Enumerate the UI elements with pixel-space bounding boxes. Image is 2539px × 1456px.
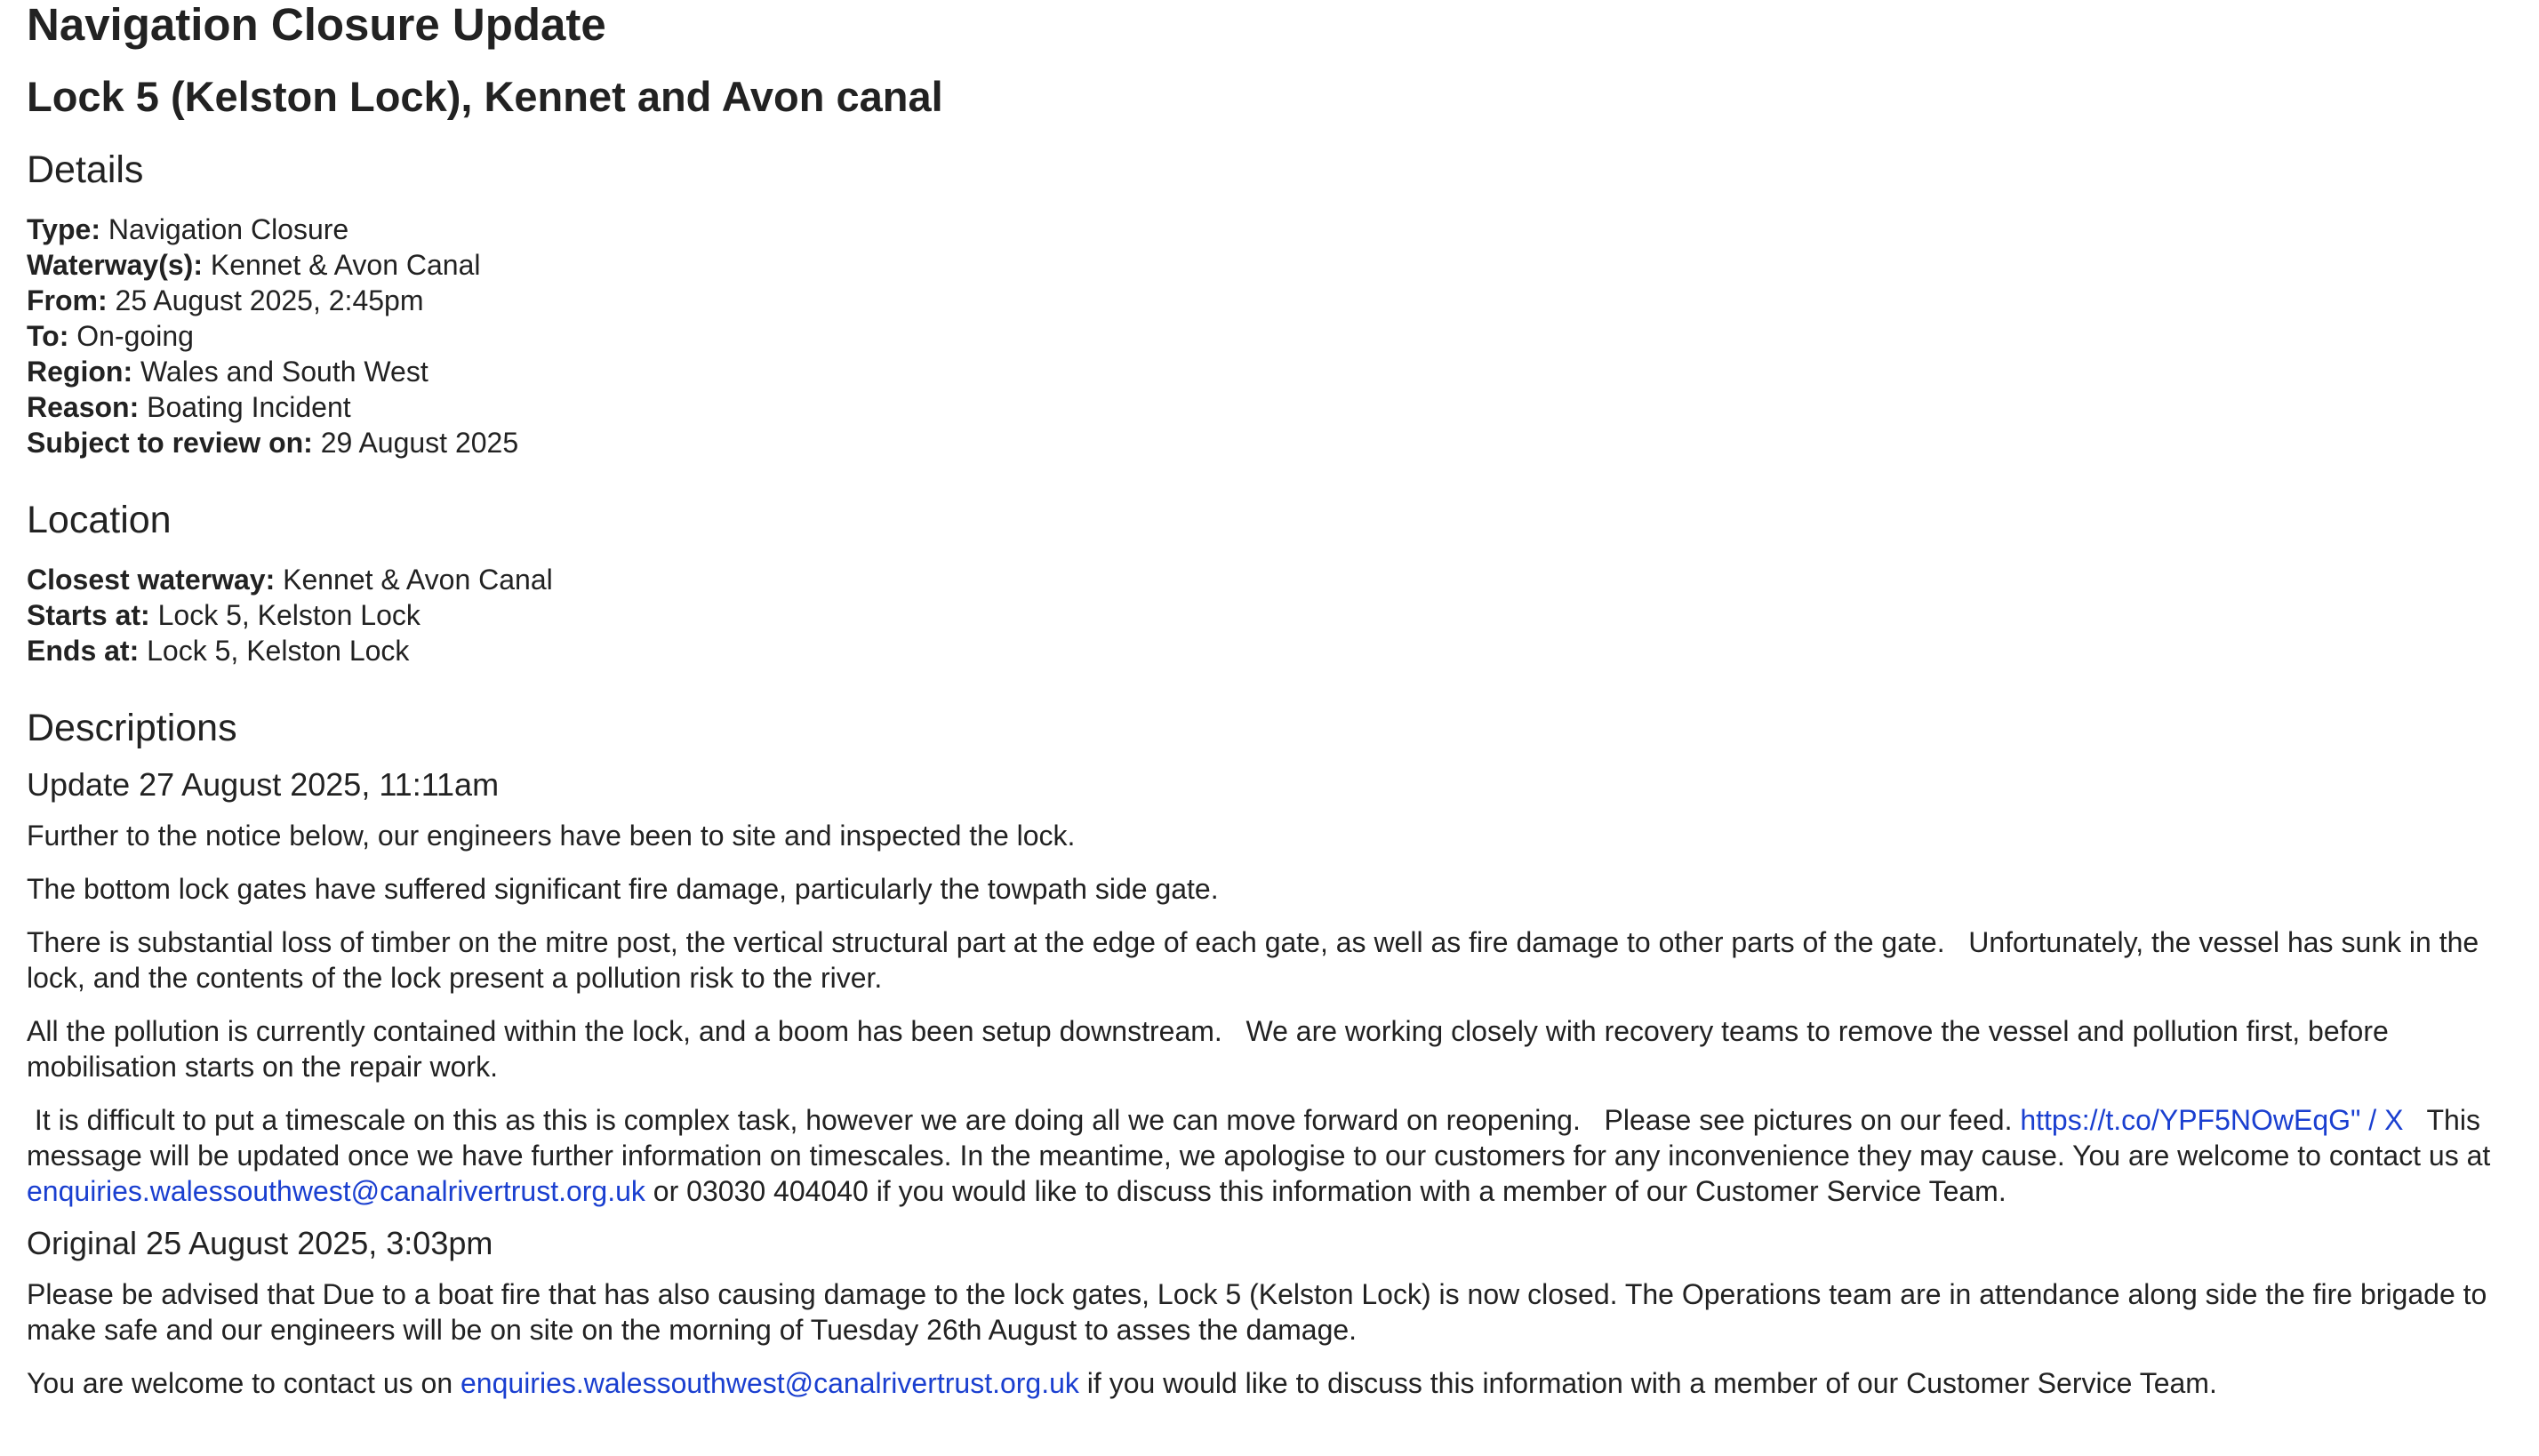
location-fields <box>27 562 2512 668</box>
field-label: Closest waterway: <box>27 564 276 596</box>
field-label: Type: <box>27 213 100 245</box>
paragraph-text: This message will be updated once we have further information on timescales. In the meantime, we apologise to our customers for any inconvenience they may cause. You are welcome to contact us at <box>27 1104 2499 1172</box>
field-value: 25 August 2025, 2:45pm <box>115 284 424 316</box>
field-label: To: <box>27 320 69 352</box>
field-value: Navigation Closure <box>108 213 349 245</box>
update-heading: Update 27 August 2025, 11:11am <box>27 766 500 803</box>
field-value: 29 August 2025 <box>320 427 519 459</box>
field-label: From: <box>27 284 108 316</box>
location-starts-at <box>27 597 2512 633</box>
detail-region <box>27 354 2512 389</box>
field-value: On-going <box>76 320 194 352</box>
field-value: Boating Incident <box>147 391 351 423</box>
page-title: Navigation Closure Update <box>27 0 606 50</box>
email-link[interactable]: enquiries.walessouthwest@canalrivertrust.org.uk <box>27 1175 645 1207</box>
update-paragraph-3: There is substantial loss of timber on the mitre post, the vertical structural part at the edge of each gate, as well as fire damage to other parts of the gate. Unfortunately, the vessel has sunk in the lock, and the contents of the lock present a pollution risk to the river. <box>27 926 2487 994</box>
original-paragraph-1: Please be advised that Due to a boat fire that has also causing damage to the lock gates, Lock 5 (Kelston Lock) is now closed. The Operations team are in attendance along side the fire brigade to make safe and our engineers will be on site on the morning of Tuesday 26th August to asses the damage. <box>27 1278 2487 1346</box>
details-heading: Details <box>27 148 144 191</box>
field-label: Subject to review on: <box>27 427 313 459</box>
paragraph-text: or 03030 404040 if you would like to discuss this information with a member of our Customer Service Team. <box>645 1175 2006 1207</box>
twitter-feed-link[interactable]: https://t.co/YPF5NOwEqG" / X <box>2020 1104 2404 1136</box>
original-paragraph-2 <box>27 1365 2512 1401</box>
detail-to <box>27 318 2512 354</box>
update-paragraph-4: All the pollution is currently contained within the lock, and a boom has been setup downstream. We are working closely with recovery teams to remove the vessel and pollution first, before mobilisation starts on the repair work. <box>27 1015 2397 1083</box>
paragraph-text: You are welcome to contact us on <box>27 1367 461 1399</box>
field-label: Starts at: <box>27 599 150 631</box>
page-subtitle: Lock 5 (Kelston Lock), Kennet and Avon canal <box>27 73 943 120</box>
location-closest-waterway <box>27 562 2512 597</box>
paragraph-text: It is difficult to put a timescale on this as this is complex task, however we are doing all we can move forward on reopening. Please see pictures on our feed. <box>27 1104 2021 1136</box>
detail-review-date <box>27 425 2512 460</box>
location-ends-at <box>27 633 2512 668</box>
location-heading: Location <box>27 499 172 541</box>
descriptions-heading: Descriptions <box>27 707 237 749</box>
field-value: Lock 5, Kelston Lock <box>147 635 410 667</box>
details-fields <box>27 212 2512 460</box>
update-section <box>27 763 2512 1209</box>
detail-reason <box>27 389 2512 425</box>
field-label: Waterway(s): <box>27 249 203 281</box>
update-paragraph-1: Further to the notice below, our engineers have been to site and inspected the lock. <box>27 820 1076 852</box>
detail-from <box>27 283 2512 318</box>
field-value: Lock 5, Kelston Lock <box>157 599 420 631</box>
detail-waterways <box>27 247 2512 283</box>
email-link[interactable]: enquiries.walessouthwest@canalrivertrust.org.uk <box>461 1367 1079 1399</box>
field-label: Region: <box>27 356 133 388</box>
field-value: Kennet & Avon Canal <box>283 564 553 596</box>
original-heading: Original 25 August 2025, 3:03pm <box>27 1225 493 1261</box>
field-value: Kennet & Avon Canal <box>210 249 481 281</box>
field-value: Wales and South West <box>140 356 429 388</box>
paragraph-text: if you would like to discuss this information with a member of our Customer Service Team. <box>1078 1367 2217 1399</box>
detail-type <box>27 212 2512 247</box>
field-label: Ends at: <box>27 635 140 667</box>
field-label: Reason: <box>27 391 140 423</box>
update-paragraph-5 <box>27 1102 2512 1209</box>
update-paragraph-2: The bottom lock gates have suffered significant fire damage, particularly the towpath side gate. <box>27 873 1219 905</box>
original-section <box>27 1221 2512 1401</box>
